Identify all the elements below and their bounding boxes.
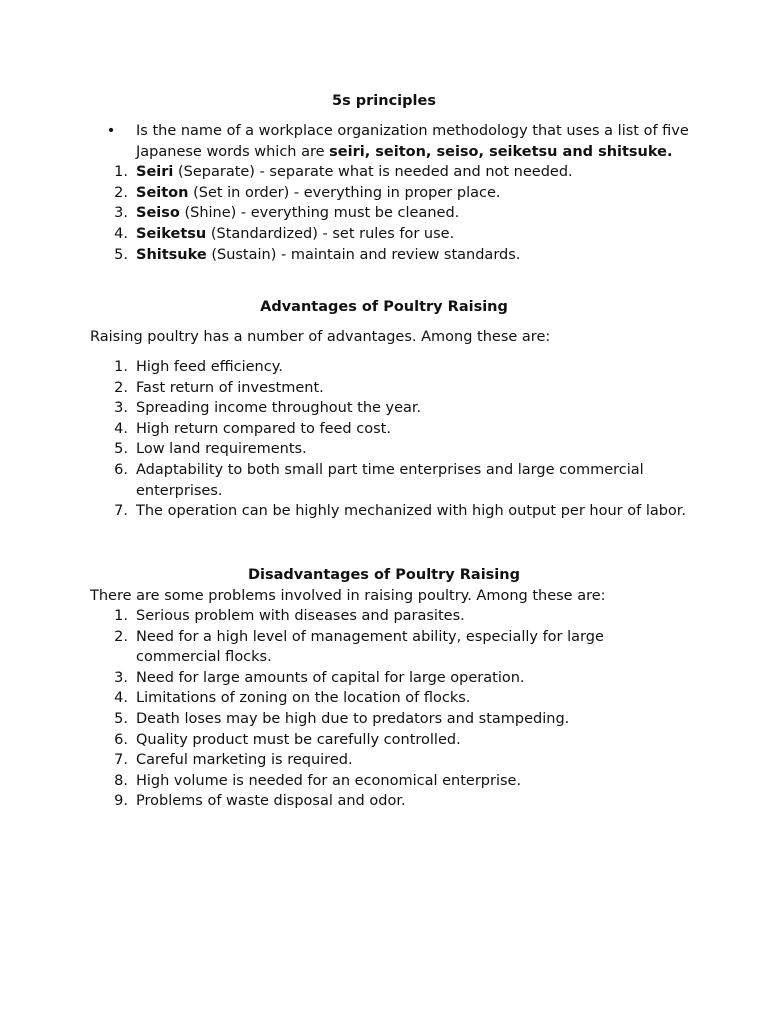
list-item — [100, 183, 690, 204]
item-desc: (Shine) - everything must be cleaned. — [179, 205, 460, 222]
item-text: Problems of waste disposal and odor. — [136, 793, 406, 810]
item-number: 6. — [114, 731, 128, 748]
disadvantages-title: Disadvantages of Poultry Raising — [248, 567, 520, 583]
item-text: High feed efficiency. — [136, 359, 283, 375]
list-item — [100, 439, 690, 460]
item-number: 6. — [114, 461, 128, 478]
item-text: Limitations of zoning on the location of flocks. — [136, 690, 471, 707]
list-item — [100, 606, 690, 627]
item-number: 2. — [114, 379, 128, 396]
item-text: High volume is needed for an economical enterprise. — [136, 772, 522, 789]
item-desc: (Set in order) - everything in proper place. — [188, 184, 501, 201]
list-item — [100, 709, 690, 730]
item-text: Spreading income throughout the year. — [136, 400, 422, 417]
item-text: High return compared to feed cost. — [136, 420, 391, 437]
item-desc: (Separate) - separate what is needed and not needed. — [173, 164, 573, 181]
item-term: Seiri — [136, 164, 174, 181]
item-number: 9. — [114, 793, 128, 810]
item-number: 7. — [114, 503, 128, 520]
list-item — [100, 203, 690, 224]
item-text: Fast return of investment. — [136, 379, 324, 396]
list-item — [100, 750, 690, 771]
item-term: Shitsuke — [136, 246, 207, 263]
item-term: Seiso — [136, 205, 180, 222]
item-number: 4. — [114, 225, 128, 242]
item-desc: (Sustain) - maintain and review standards. — [206, 246, 521, 263]
principles-title: 5s principles — [332, 93, 436, 109]
list-item — [100, 791, 690, 812]
item-number: 3. — [114, 205, 128, 222]
item-number: 1. — [114, 164, 128, 181]
advantages-list — [100, 357, 690, 522]
principles-intro-text: Is the name of a workplace organization methodology that uses a list of five Japanese words which are — [136, 123, 689, 160]
list-item — [100, 419, 690, 440]
list-item — [100, 627, 690, 668]
item-number: 7. — [114, 752, 128, 769]
list-item — [100, 357, 690, 378]
item-term: Seiketsu — [136, 225, 207, 242]
advantages-title: Advantages of Poultry Raising — [260, 299, 508, 315]
item-text: Careful marketing is required. — [136, 752, 353, 769]
item-text: Serious problem with diseases and parasites. — [136, 608, 465, 624]
item-text: Low land requirements. — [136, 441, 307, 458]
list-item — [100, 245, 690, 266]
list-item — [100, 378, 690, 399]
list-item — [100, 501, 690, 522]
item-number: 5. — [114, 710, 128, 727]
item-number: 1. — [114, 608, 128, 624]
item-number: 3. — [114, 669, 128, 686]
item-desc: (Standardized) - set rules for use. — [206, 225, 455, 242]
item-number: 2. — [114, 184, 128, 201]
item-number: 4. — [114, 690, 128, 707]
item-text: Quality product must be carefully controlled. — [136, 731, 461, 748]
item-number: 4. — [114, 420, 128, 437]
item-number: 8. — [114, 772, 128, 789]
item-term: Seiton — [136, 184, 189, 201]
bullet-icon: • — [106, 123, 116, 139]
item-number: 3. — [114, 400, 128, 417]
item-text: The operation can be highly mechanized with high output per hour of labor. — [136, 503, 687, 520]
advantages-intro: Raising poultry has a number of advantages. Among these are: — [90, 329, 551, 345]
principles-list — [100, 121, 690, 265]
principles-intro-bold: seiri, seiton, seiso, seiketsu and shitsuke. — [329, 143, 673, 160]
list-item — [100, 460, 690, 501]
item-number: 5. — [114, 441, 128, 458]
item-text: Adaptability to both small part time enterprises and large commercial enterprises. — [136, 461, 644, 499]
list-item — [100, 730, 690, 751]
list-item — [100, 668, 690, 689]
item-number: 1. — [114, 359, 128, 375]
principles-intro-item — [100, 121, 690, 162]
list-item — [100, 224, 690, 245]
item-text: Death loses may be high due to predators and stampeding. — [136, 710, 570, 727]
disadvantages-intro: There are some problems involved in raising poultry. Among these are: — [90, 588, 606, 604]
disadvantages-list — [100, 606, 690, 812]
list-item — [100, 771, 690, 792]
item-number: 2. — [114, 628, 128, 645]
list-item — [100, 688, 690, 709]
item-number: 5. — [114, 246, 128, 263]
item-text: Need for a high level of management ability, especially for large commercial flocks. — [136, 628, 604, 666]
list-item — [100, 162, 690, 183]
item-text: Need for large amounts of capital for large operation. — [136, 669, 525, 686]
list-item — [100, 398, 690, 419]
